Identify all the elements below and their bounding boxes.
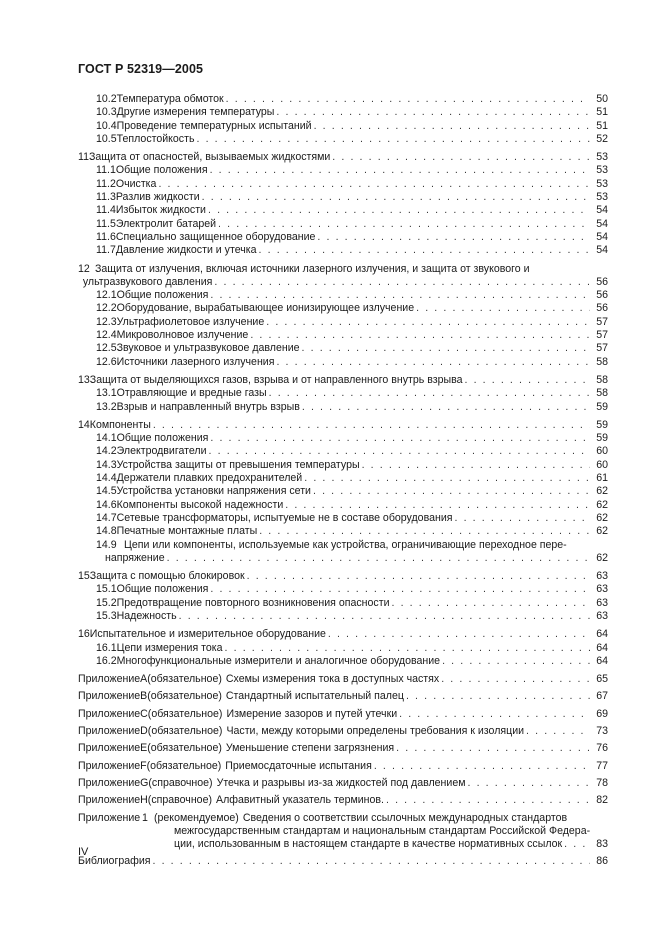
toc-item: 11.4 Избыток жидкости . . . 54 — [78, 204, 608, 217]
toc-item: 13.2 Взрыв и направленный внутрь взрыв . . . 59 — [78, 401, 608, 414]
toc-appendix-1 — [78, 812, 608, 852]
toc-section-heading: 13 Защита от выделяющихся газов, взрыва и от направленного внутрь взрыва . . . 58 — [78, 374, 608, 387]
toc-appendix-line: ции, использованным в настоящем стандарте в качестве нормативных ссылок . . . 83 — [78, 838, 608, 851]
toc-item: 15.3 Надежность . . . 63 — [78, 610, 608, 623]
toc-appendix: Приложение F (обязательное) Приемосдаточные испытания . . . 77 — [78, 760, 608, 773]
toc-item: 12.4 Микроволновое излучение . . . 57 — [78, 329, 608, 342]
toc-item: 14.2 Электродвигатели . . . 60 — [78, 445, 608, 458]
toc-section-11 — [78, 151, 608, 257]
toc-appendix-line: Приложение 1 (рекомендуемое) Сведения о соответствии ссылочных международных стандартов — [78, 811, 568, 824]
toc-item: 15.2 Предотвращение повторного возникновения опасности . . . 63 — [78, 597, 608, 610]
toc-section-13 — [78, 374, 608, 414]
page-header: ГОСТ Р 52319—2005 — [78, 62, 204, 76]
toc-item-cont: напряжение . . . 62 — [78, 552, 608, 565]
toc-item: 14.3 Устройства защиты от превышения температуры . . . 60 — [78, 459, 608, 472]
toc-section-heading: 11 Защита от опасностей, вызываемых жидкостями . . . 53 — [78, 151, 608, 164]
toc-appendix: Приложение В (обязательное) Стандартный испытательный палец . . . 67 — [78, 690, 608, 703]
toc-item: 11.2 Очистка . . . 53 — [78, 178, 608, 191]
toc-section-heading: 12 Защита от излучения, включая источники лазерного излучения, и защита от звукового и — [78, 262, 530, 275]
toc-section-14 — [78, 419, 608, 565]
toc-item: 14.4 Держатели плавких предохранителей . . . 61 — [78, 472, 608, 485]
toc-section-10 — [78, 93, 608, 146]
toc-section-15 — [78, 570, 608, 623]
toc-section-heading: 14 Компоненты . . . 59 — [78, 419, 608, 432]
toc-item: 10.4 Проведение температурных испытаний . . . 51 — [78, 120, 608, 133]
toc-item: 11.6 Специально защищенное оборудование . . . 54 — [78, 231, 608, 244]
toc-item: 14.1 Общие положения . . . 59 — [78, 432, 608, 445]
toc-item: 12.2 Оборудование, вырабатывающее ионизирующее излучение . . . 56 — [78, 302, 608, 315]
toc-item: 16.2 Многофункциональные измерители и аналогичное оборудование . . . 64 — [78, 655, 608, 668]
toc-item: 14.5 Устройства установки напряжения сети . . . 62 — [78, 485, 608, 498]
toc-appendices — [78, 673, 608, 869]
toc-section-heading: 16 Испытательное и измерительное оборудование . . . 64 — [78, 628, 608, 641]
toc-item: 12.6 Источники лазерного излучения . . . 58 — [78, 356, 608, 369]
toc-appendix: Приложение G (справочное) Утечка и разрывы из-за жидкостей под давлением . . . 78 — [78, 777, 608, 790]
toc-appendix-line: межгосударственным стандартам и национальным стандартам Российской Федера- — [174, 824, 591, 837]
toc-item: 11.5 Электролит батарей . . . 54 — [78, 218, 608, 231]
toc-appendix: Приложение С (обязательное) Измерение зазоров и путей утечки . . . 69 — [78, 708, 608, 721]
toc-appendix: Приложение Н (справочное) Алфавитный указатель терминов. . . . 82 — [78, 794, 608, 807]
toc-item: 14.8 Печатные монтажные платы . . . 62 — [78, 525, 608, 538]
toc-item: 11.3 Разлив жидкости . . . 53 — [78, 191, 608, 204]
toc-item: 16.1 Цепи измерения тока . . . 64 — [78, 642, 608, 655]
toc-appendix: Приложение Е (обязательное) Уменьшение степени загрязнения . . . 76 — [78, 742, 608, 755]
page-number: IV — [78, 846, 89, 858]
toc-item: 10.5 Теплостойкость . . . 52 — [78, 133, 608, 146]
toc-section-12 — [78, 263, 608, 369]
toc-section-heading: 15 Защита с помощью блокировок . . . 63 — [78, 570, 608, 583]
toc-item: 11.1 Общие положения . . . 53 — [78, 164, 608, 177]
toc-item: 14.7 Сетевые трансформаторы, испытуемые не в составе оборудования . . . 62 — [78, 512, 608, 525]
toc-item: 15.1 Общие положения . . . 63 — [78, 583, 608, 596]
toc-item: 11.7 Давление жидкости и утечка . . . 54 — [78, 244, 608, 257]
toc-appendix: Приложение А (обязательное) Схемы измерения тока в доступных частях . . . 65 — [78, 673, 608, 686]
toc-appendix: Приложение D (обязательное) Части, между которыми определены требования к изоляции . . . 73 — [78, 725, 608, 738]
toc-item: 14.6 Компоненты высокой надежности . . . 62 — [78, 499, 608, 512]
toc-item: 13.1 Отравляющие и вредные газы . . . 58 — [78, 387, 608, 400]
table-of-contents — [78, 93, 608, 869]
toc-item: 12.5 Звуковое и ультразвуковое давление . . . 57 — [78, 342, 608, 355]
toc-item: 10.2 Температура обмоток . . . 50 — [78, 93, 608, 106]
toc-bibliography: Библиография . . . 86 — [78, 855, 608, 868]
toc-section-16 — [78, 628, 608, 668]
toc-item: 12.3 Ультрафиолетовое излучение . . . 57 — [78, 316, 608, 329]
toc-section-heading-cont: ультразвукового давления . . . 56 — [78, 276, 608, 289]
toc-item: 10.3 Другие измерения температуры . . . 51 — [78, 106, 608, 119]
toc-item: 14.9 Цепи или компоненты, используемые как устройства, ограничивающие переходное пере- — [96, 538, 567, 551]
toc-item: 12.1 Общие положения . . . 56 — [78, 289, 608, 302]
